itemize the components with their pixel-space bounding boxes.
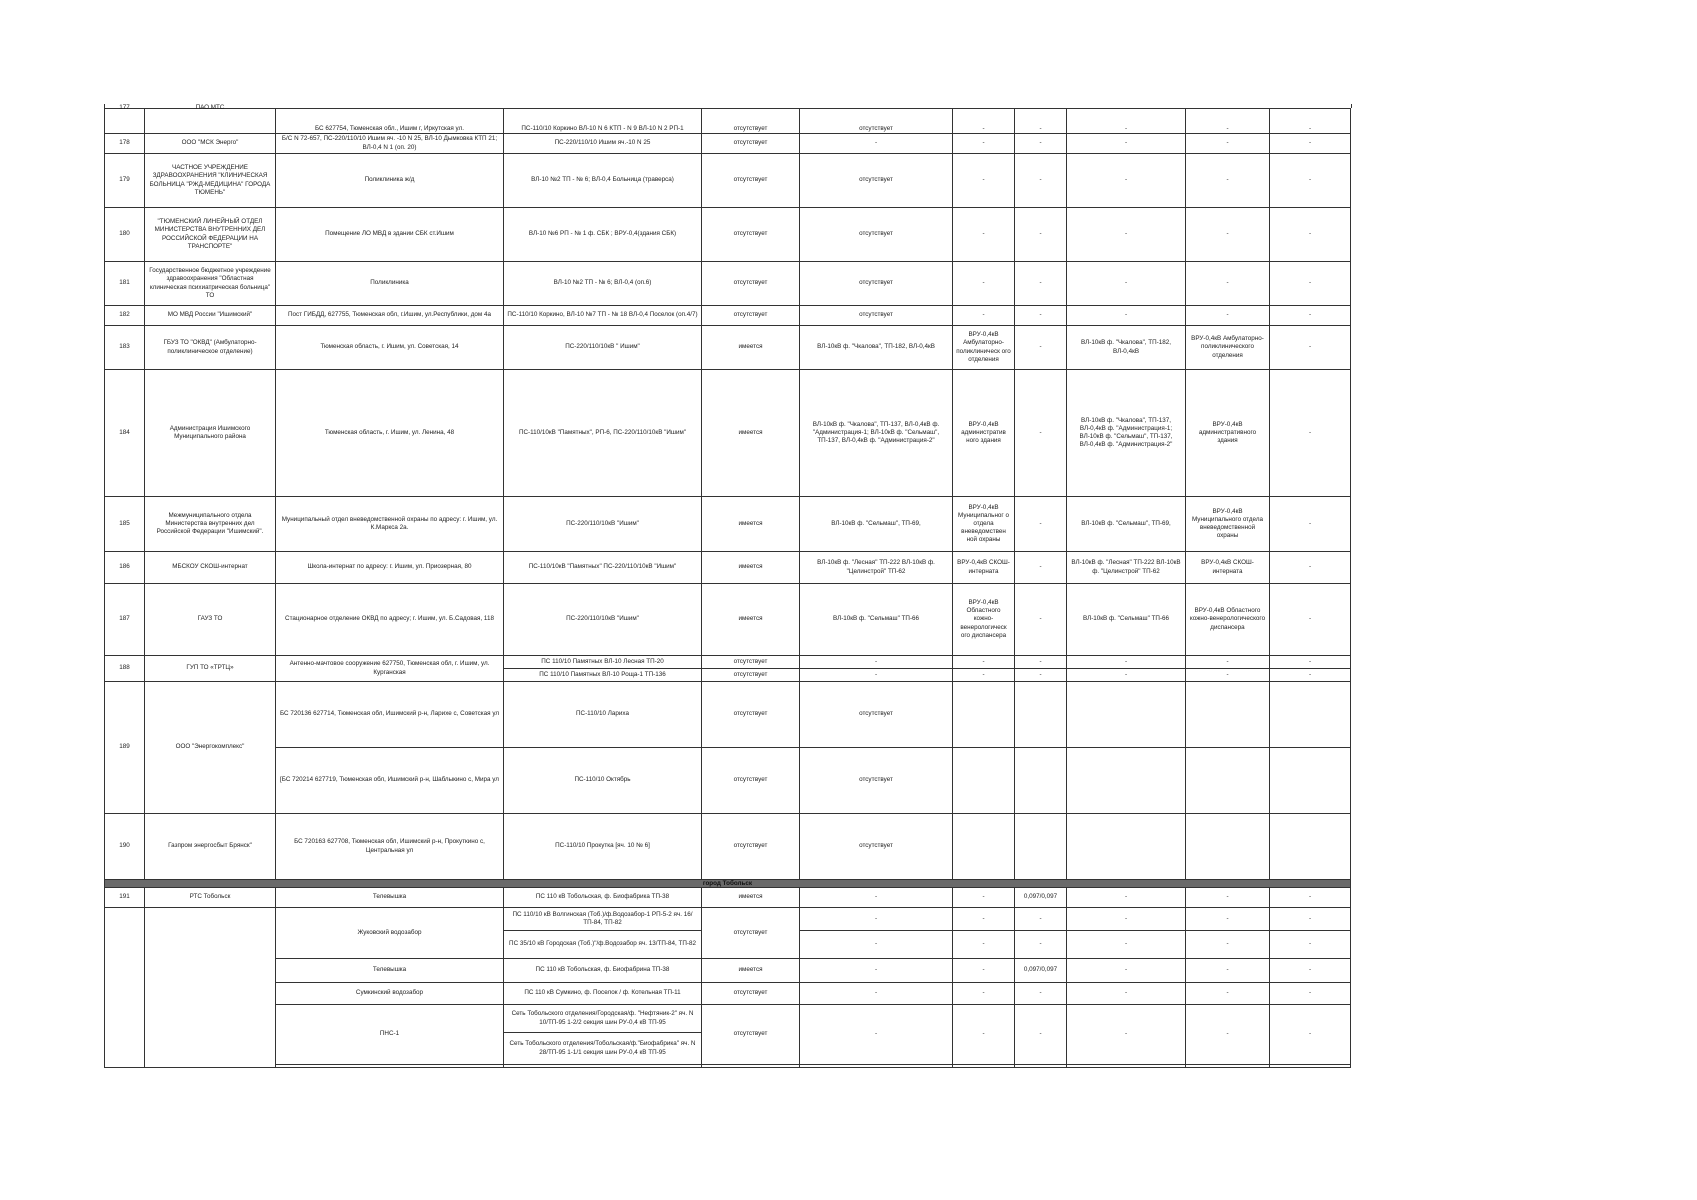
- table-row: [105, 262, 1351, 306]
- cell: -: [1067, 669, 1186, 682]
- org-name: Межмуниципального отдела Министерства внутренних дел Российской Федерации "Ишимский".: [145, 497, 276, 552]
- cell: ВРУ-0,4кВ Амбулаторно-поликлиническ ого отделения: [953, 326, 1015, 370]
- cell: -: [1270, 154, 1351, 208]
- row-number: 188: [105, 656, 145, 682]
- cell: -: [953, 959, 1015, 983]
- object-address: [276, 1065, 504, 1068]
- availability: отсутствует: [702, 814, 800, 880]
- cell: ВЛ-10кВ ф. "Сельмаш", ТП-69,: [1067, 497, 1186, 552]
- reserve-source: отсутствует: [800, 682, 953, 748]
- cell: -: [1186, 656, 1270, 669]
- org-name: ЧАСТНОЕ УЧРЕЖДЕНИЕ ЗДРАВООХРАНЕНИЯ "КЛИНИЧЕСКАЯ БОЛЬНИЦА "РЖД-МЕДИЦИНА" ГОРОДА ТЮМЕНЬ": [145, 154, 276, 208]
- row-number: 183: [105, 326, 145, 370]
- row-number: 190: [105, 814, 145, 880]
- org-name: Государственное бюджетное учреждение здравоохранения "Областная клиническая психиатрическая больница" ТО: [145, 262, 276, 306]
- cell: ВЛ-10кВ ф. "Сельмаш" ТП-66: [1067, 584, 1186, 656]
- object-address: Б/С N 72-657, ПС-220/110/10 Ишим яч. -10 N 25, ВЛ-10 Дымковка КТП 21; ВЛ-0,4 N 1 (оп. 20): [276, 134, 504, 154]
- cell: -: [1015, 552, 1067, 584]
- availability: имеется: [702, 370, 800, 497]
- cell: -: [1067, 656, 1186, 669]
- cell: -: [1270, 931, 1351, 959]
- cell: 0,097/0,097: [1015, 959, 1067, 983]
- cell: [1015, 1065, 1067, 1068]
- cell: -: [1015, 109, 1067, 134]
- cell: -: [1270, 983, 1351, 1005]
- object-address: Тюменская область, г. Ишим, ул. Ленина, 48: [276, 370, 504, 497]
- table-row: [105, 326, 1351, 370]
- power-source: ПС-110/10 Коркино, ВЛ-10 №7 ТП - № 18 ВЛ-0,4 Поселок (оп.4/7): [504, 306, 702, 326]
- cell: -: [1015, 908, 1067, 931]
- table-row: [105, 888, 1351, 908]
- cell: ВЛ-10кВ ф. "Чкалова", ТП-182, ВЛ-0,4кВ: [1067, 326, 1186, 370]
- cell: -: [1067, 888, 1186, 908]
- table-row-cut: [105, 1065, 1351, 1068]
- cell: -: [953, 134, 1015, 154]
- cell: [953, 1065, 1015, 1068]
- reserve-source: ВЛ-10кВ ф. "Чкалова", ТП-137, ВЛ-0,4кВ ф. "Администрация-1; ВЛ-10кВ ф. "Сельмаш", ТП-137, ВЛ-0,4кВ ф. "Администрация-2": [800, 370, 953, 497]
- power-source: ПС-110/10кВ "Памятных", РП-6, ПС-220/110/10кВ "Ишим": [504, 370, 702, 497]
- cell: -: [1270, 552, 1351, 584]
- table-row: [105, 656, 1351, 669]
- row-number: [105, 908, 145, 1068]
- power-source: ПС 110 кВ Сумкино, ф. Поселок / ф. Котельная ТП-11: [504, 983, 702, 1005]
- table-row: [105, 208, 1351, 262]
- cell: -: [953, 931, 1015, 959]
- cell: -: [1186, 306, 1270, 326]
- power-source: ПС 110 кВ Тобольская, ф. Биофабрина ТП-38: [504, 959, 702, 983]
- cell: [953, 748, 1015, 814]
- object-address: Телевышка: [276, 959, 504, 983]
- cell: -: [1270, 656, 1351, 669]
- org-name: ПАО МТС: [195, 104, 225, 111]
- table-row: [105, 109, 1351, 134]
- cell: -: [1015, 584, 1067, 656]
- cell: -: [1015, 134, 1067, 154]
- row-number: 185: [105, 497, 145, 552]
- cell: -: [953, 262, 1015, 306]
- availability: имеется: [702, 552, 800, 584]
- cell: [1270, 682, 1351, 748]
- cell: -: [953, 154, 1015, 208]
- cell: -: [1015, 1005, 1067, 1065]
- object-address: Сумкинский водозабор: [276, 983, 504, 1005]
- reserve-source: -: [800, 888, 953, 908]
- object-address: БС 720136 627714, Тюменская обл, Ишимский р-н, Ларихе с, Советская ул: [276, 682, 504, 748]
- table-row: [105, 682, 1351, 748]
- cell: -: [1186, 262, 1270, 306]
- cell: -: [1186, 888, 1270, 908]
- power-source: Сеть Тобольского отделения/Городская/ф. "Нефтяник-2" яч. N 10/ТП-95 1-2/2 секция шин РУ-0,4 кВ ТП-95: [504, 1005, 702, 1033]
- row-number: 179: [105, 154, 145, 208]
- cell: -: [1015, 497, 1067, 552]
- cell: [1015, 682, 1067, 748]
- reserve-source: отсутствует: [800, 262, 953, 306]
- row-number: 181: [105, 262, 145, 306]
- cell: [1067, 1065, 1186, 1068]
- cell: ВРУ-0,4кВ СКОШ-интерната: [1186, 552, 1270, 584]
- cell: -: [1186, 134, 1270, 154]
- cell: -: [953, 908, 1015, 931]
- cell: -: [953, 1005, 1015, 1065]
- availability: [702, 1065, 800, 1068]
- reserve-source: [800, 1065, 953, 1068]
- reserve-source: отсутствует: [800, 109, 953, 134]
- cell: [1186, 682, 1270, 748]
- cell: [1270, 814, 1351, 880]
- power-source: ПС 35/10 кВ Городская (Тоб.)"/ф.Водозабор яч. 13/ТП-84, ТП-82: [504, 931, 702, 959]
- cell: -: [953, 109, 1015, 134]
- table-row: [105, 134, 1351, 154]
- table-row: [105, 584, 1351, 656]
- cell: -: [1270, 888, 1351, 908]
- row-number: 187: [105, 584, 145, 656]
- cell: [1186, 748, 1270, 814]
- cell: -: [1270, 497, 1351, 552]
- power-source: ПС-110/10 Прокутка [яч. 10 № 6]: [504, 814, 702, 880]
- object-address: Школа-интернат по адресу: г. Ишим, ул. Приозерная, 80: [276, 552, 504, 584]
- object-address: Помещение ЛО МВД в здании СБК ст.Ишим: [276, 208, 504, 262]
- reserve-source: отсутствует: [800, 748, 953, 814]
- object-address: Пост ГИБДД, 627755, Тюменская обл, г.Ишим, ул.Республики, дом 4а: [276, 306, 504, 326]
- cell: [1186, 1065, 1270, 1068]
- power-source: ПС-110/10 Лариха: [504, 682, 702, 748]
- object-address: ПНС-1: [276, 1005, 504, 1065]
- power-source: ПС-110/10 Октябрь: [504, 748, 702, 814]
- object-address: Стационарное отделение ОКВД по адресу; г. Ишим, ул. Б.Садовая, 118: [276, 584, 504, 656]
- row-number: 191: [105, 888, 145, 908]
- availability: имеется: [702, 959, 800, 983]
- availability: отсутствует: [702, 154, 800, 208]
- cell: ВЛ-10кВ ф. "Лесная" ТП-222 ВЛ-10кВ ф. "Целинстрой" ТП-62: [1067, 552, 1186, 584]
- availability: отсутствует: [702, 134, 800, 154]
- power-source: ВЛ-10 №2 ТП - № 6; ВЛ-0,4 (оп.6): [504, 262, 702, 306]
- cell: -: [1067, 931, 1186, 959]
- cell: -: [1067, 306, 1186, 326]
- cell: -: [1186, 109, 1270, 134]
- cell: -: [1015, 262, 1067, 306]
- reserve-source: ВЛ-10кВ ф. "Чкалова", ТП-182, ВЛ-0,4кВ: [800, 326, 953, 370]
- availability: отсутствует: [702, 669, 800, 682]
- cell: -: [1067, 154, 1186, 208]
- row-number: 184: [105, 370, 145, 497]
- cell: [1067, 748, 1186, 814]
- cell: [1067, 814, 1186, 880]
- cell: [1015, 748, 1067, 814]
- org-name: Администрация Ишимского Муниципального района: [145, 370, 276, 497]
- availability: отсутствует: [702, 983, 800, 1005]
- org-name: ООО "Энергокомплекс": [145, 682, 276, 814]
- availability: имеется: [702, 326, 800, 370]
- cell: -: [1015, 931, 1067, 959]
- cell: -: [953, 208, 1015, 262]
- object-address: Поликлиника ж/д: [276, 154, 504, 208]
- data-table: [104, 104, 1351, 1068]
- power-source: ПС-220/110/10кВ " Ишим": [504, 326, 702, 370]
- org-name: МБСКОУ СКОШ-интернат: [145, 552, 276, 584]
- org-name: ГБУЗ ТО "ОКВД" (Амбулаторно-поликлиническое отделение): [145, 326, 276, 370]
- object-address: Муниципальный отдел вневедомственной охраны по адресу: г. Ишим, ул. К.Маркса 2а.: [276, 497, 504, 552]
- cell: -: [1015, 326, 1067, 370]
- object-address: Поликлиника: [276, 262, 504, 306]
- cell: -: [953, 306, 1015, 326]
- cell: -: [1067, 109, 1186, 134]
- reserve-source: -: [800, 908, 953, 931]
- cell: [1270, 748, 1351, 814]
- power-source: ПС 110/10 Памятных ВЛ-10 Роща-1 ТП-136: [504, 669, 702, 682]
- cell: -: [1186, 959, 1270, 983]
- org-name: ГУП ТО «ТРТЦ»: [145, 656, 276, 682]
- cell: -: [1270, 959, 1351, 983]
- cell: -: [1015, 983, 1067, 1005]
- availability: отсутствует: [702, 1005, 800, 1065]
- power-source: ПС 110 кВ Тобольская, ф. Биофабрика ТП-38: [504, 888, 702, 908]
- reserve-source: ВЛ-10кВ ф. "Сельмаш", ТП-69,: [800, 497, 953, 552]
- row-number: 189: [105, 682, 145, 814]
- cell: ВРУ-0,4кВ СКОШ-интерната: [953, 552, 1015, 584]
- availability: отсутствует: [702, 908, 800, 959]
- cell: -: [1186, 154, 1270, 208]
- availability: отсутствует: [702, 208, 800, 262]
- cell: [1186, 814, 1270, 880]
- cell: -: [1067, 983, 1186, 1005]
- cell: -: [1067, 208, 1186, 262]
- power-source: ПС 110/10 кВ Волгинская (Тоб.)/ф.Водозабор-1 РП-5-2 яч. 16/ТП-84, ТП-82: [504, 908, 702, 931]
- availability: отсутствует: [702, 682, 800, 748]
- org-name: РТС Тобольск: [145, 888, 276, 908]
- row-number: 180: [105, 208, 145, 262]
- org-name: [145, 908, 276, 1068]
- cell: -: [1067, 959, 1186, 983]
- object-address: БС 627754, Тюменская обл., Ишим г, Иркутская ул.: [276, 109, 504, 134]
- table-row: [105, 814, 1351, 880]
- availability: отсутствует: [702, 306, 800, 326]
- table-row: [105, 1005, 1351, 1033]
- reserve-source: -: [800, 983, 953, 1005]
- cell: -: [1186, 208, 1270, 262]
- cell: -: [1015, 208, 1067, 262]
- reserve-source: -: [800, 669, 953, 682]
- cell: -: [1270, 370, 1351, 497]
- power-source: ПС-110/10кВ "Памятных" ПС-220/110/10кВ "Ишим": [504, 552, 702, 584]
- reserve-source: ВЛ-10кВ ф. "Сельмаш" ТП-66: [800, 584, 953, 656]
- object-address: Жуковский водозабор: [276, 908, 504, 959]
- cell: -: [953, 888, 1015, 908]
- cell: -: [1015, 370, 1067, 497]
- reserve-source: отсутствует: [800, 814, 953, 880]
- availability: отсутствует: [702, 262, 800, 306]
- power-source: ПС-220/110/10кВ "Ишим": [504, 584, 702, 656]
- row-number: 186: [105, 552, 145, 584]
- cell: ВРУ-0,4кВ административ ного здания: [953, 370, 1015, 497]
- table-row: [105, 983, 1351, 1005]
- cell: [1015, 814, 1067, 880]
- reserve-source: отсутствует: [800, 208, 953, 262]
- reserve-source: -: [800, 931, 953, 959]
- power-source: ВЛ-10 №6 РП - № 1 ф. СБК ; ВРУ-0,4(здания СБК): [504, 208, 702, 262]
- cell: -: [953, 656, 1015, 669]
- cell: [953, 814, 1015, 880]
- cell: -: [1015, 656, 1067, 669]
- table-row: [105, 959, 1351, 983]
- cell: -: [1270, 326, 1351, 370]
- cell: -: [953, 983, 1015, 1005]
- object-address: [БС 720214 627719, Тюменская обл, Ишимский р-н, Шаблыкино с, Мира ул: [276, 748, 504, 814]
- cell: ВРУ-0,4кВ Областного кожно-венерологического диспансера: [1186, 584, 1270, 656]
- cell: -: [1186, 983, 1270, 1005]
- cell: -: [1270, 134, 1351, 154]
- cell: ВРУ-0,4кВ административного здания: [1186, 370, 1270, 497]
- cell: 0,097/0,097: [1015, 888, 1067, 908]
- table-row: [105, 370, 1351, 497]
- cell: -: [1270, 109, 1351, 134]
- org-name: ООО "МСК Энерго": [145, 134, 276, 154]
- cell: -: [1270, 306, 1351, 326]
- cell: [1270, 1065, 1351, 1068]
- table-row: [105, 497, 1351, 552]
- cell: [1067, 682, 1186, 748]
- cell: -: [1270, 584, 1351, 656]
- power-source: ПС 110/10 Памятных ВЛ-10 Лесная ТП-20: [504, 656, 702, 669]
- section-title: город Тобольск: [105, 880, 1351, 888]
- reserve-source: отсутствует: [800, 306, 953, 326]
- cell: -: [1186, 908, 1270, 931]
- cell: -: [1067, 262, 1186, 306]
- availability: отсутствует: [702, 656, 800, 669]
- cell: [953, 682, 1015, 748]
- power-source: Сеть Тобольского отделения/Тобольская/ф."Биофабрика" яч. N 28/ТП-95 1-1/1 секция шин РУ-0,4 кВ ТП-95: [504, 1033, 702, 1065]
- cell: -: [1015, 669, 1067, 682]
- availability: имеется: [702, 584, 800, 656]
- cell: -: [1015, 306, 1067, 326]
- reserve-source: -: [800, 959, 953, 983]
- cell: -: [1067, 908, 1186, 931]
- availability: имеется: [702, 888, 800, 908]
- availability: отсутствует: [702, 109, 800, 134]
- org-name: МО МВД России "Ишимский": [145, 306, 276, 326]
- table-row: [105, 908, 1351, 931]
- cell: ВРУ-0,4кВ Муниципальног о отдела вневедомствен ной охраны: [953, 497, 1015, 552]
- cell: ВРУ-0,4кВ Амбулаторно-поликлинического отделения: [1186, 326, 1270, 370]
- reserve-source: ВЛ-10кВ ф. "Лесная" ТП-222 ВЛ-10кВ ф. "Целинстрой" ТП-62: [800, 552, 953, 584]
- org-name: Газпром энергосбыт Брянск": [145, 814, 276, 880]
- reserve-source: -: [800, 1005, 953, 1065]
- cell: -: [1186, 1005, 1270, 1065]
- cell: -: [1270, 1005, 1351, 1065]
- cell: ВРУ-0,4кВ Областного кожно-венерологическ ого диспансера: [953, 584, 1015, 656]
- org-name: ГАУЗ ТО: [145, 584, 276, 656]
- section-header-row: [105, 880, 1351, 888]
- reserve-source: -: [800, 656, 953, 669]
- table-row: [105, 552, 1351, 584]
- cell: ВРУ-0,4кВ Муниципального отдела вневедомственной охраны: [1186, 497, 1270, 552]
- reserve-source: -: [800, 134, 953, 154]
- cell: -: [1067, 134, 1186, 154]
- row-number: 177: [119, 104, 130, 111]
- cell: -: [1270, 669, 1351, 682]
- cell: -: [953, 669, 1015, 682]
- table-row: [105, 306, 1351, 326]
- power-source: ПС-220/110/10 Ишим яч.-10 N 25: [504, 134, 702, 154]
- table-row: [105, 748, 1351, 814]
- cell: -: [1067, 1005, 1186, 1065]
- cell: -: [1270, 208, 1351, 262]
- row-number: 182: [105, 306, 145, 326]
- power-source: ПС-110/10 Коркино ВЛ-10 N 6 КТП - N 9 ВЛ-10 N 2 РП-1: [504, 109, 702, 134]
- cell: -: [1186, 669, 1270, 682]
- availability: отсутствует: [702, 748, 800, 814]
- cell: ВЛ-10кВ ф. "Чкалова", ТП-137, ВЛ-0,4кВ ф. "Администрация-1; ВЛ-10кВ ф. "Сельмаш", ТП-137, ВЛ-0,4кВ ф. "Администрация-2": [1067, 370, 1186, 497]
- cell: -: [1015, 154, 1067, 208]
- reserve-source: отсутствует: [800, 154, 953, 208]
- object-address: Тюменская область, г. Ишим, ул. Советская, 14: [276, 326, 504, 370]
- object-address: БС 720163 627708, Тюменская обл, Ишимский р-н, Прокуткино с, Центральная ул: [276, 814, 504, 880]
- row-number: 178: [105, 134, 145, 154]
- power-source: ВЛ-10 №2 ТП - № 6; ВЛ-0,4 Больница (траверса): [504, 154, 702, 208]
- table-row: [105, 154, 1351, 208]
- cell: -: [1186, 931, 1270, 959]
- power-source: ПС-220/110/10кВ "Ишим": [504, 497, 702, 552]
- cell: -: [1270, 908, 1351, 931]
- cell: -: [1270, 262, 1351, 306]
- power-source: [504, 1065, 702, 1068]
- org-name: "ТЮМЕНСКИЙ ЛИНЕЙНЫЙ ОТДЕЛ МИНИСТЕРСТВА ВНУТРЕННИХ ДЕЛ РОССИЙСКОЙ ФЕДЕРАЦИИ НА ТРАНСПОРТЕ": [145, 208, 276, 262]
- object-address: Антенно-мачтовое сооружение 627750, Тюменская обл, г. Ишим, ул. Курганская: [276, 656, 504, 682]
- availability: имеется: [702, 497, 800, 552]
- object-address: Телевышка: [276, 888, 504, 908]
